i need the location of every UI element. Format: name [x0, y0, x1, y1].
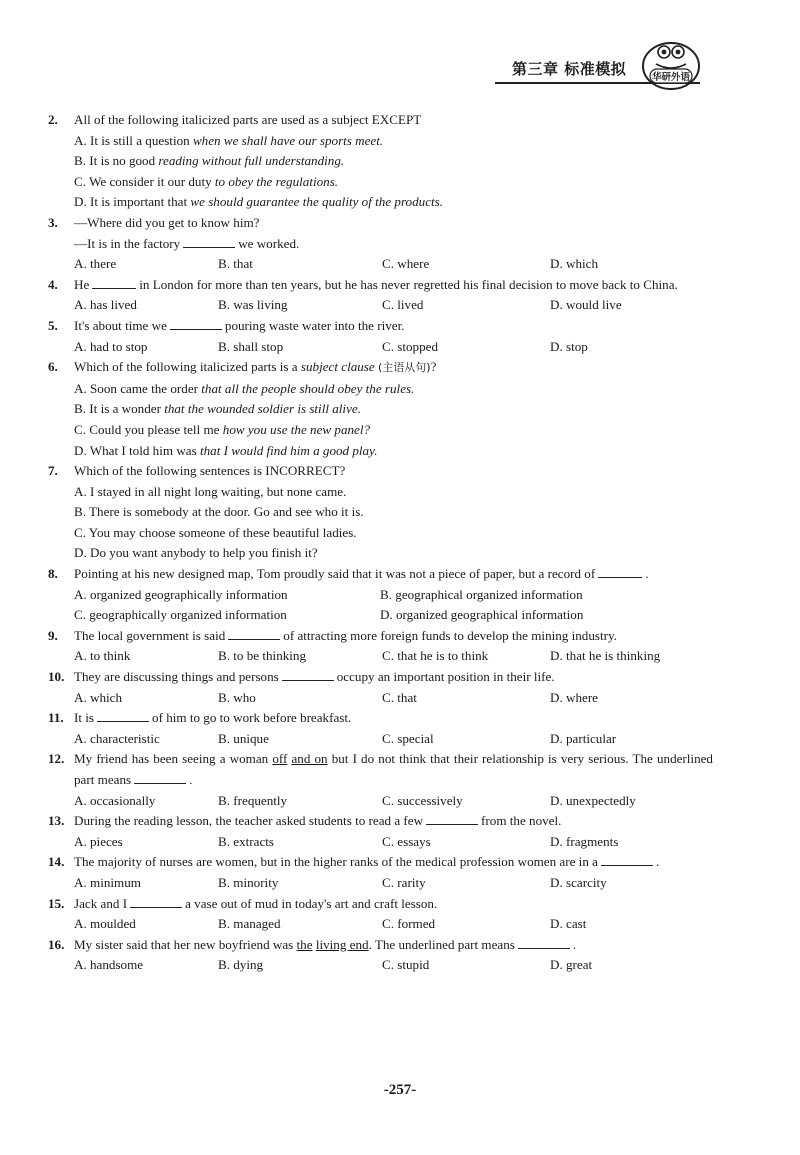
option-d: D. which [550, 256, 599, 272]
option-d: D. fragments [550, 833, 619, 849]
option-c: C. that [382, 689, 417, 705]
option-c: C. that he is to think [382, 648, 489, 664]
question-stem: —Where did you get to know him? [74, 214, 260, 230]
options-row [48, 688, 713, 709]
options-row [48, 337, 713, 358]
question-number: 10. [48, 669, 65, 685]
option-b: B. who [218, 689, 256, 705]
answer-blank [97, 709, 149, 722]
answer-blank [130, 895, 182, 908]
option-c: C. You may choose someone of these beautiful ladies. [74, 524, 357, 540]
question-stem: It's about time we pouring waste water into the river. [74, 317, 405, 333]
option-a: A. moulded [74, 916, 136, 932]
question-number: 11. [48, 710, 64, 726]
option-d: D. where [550, 689, 598, 705]
question-7 [48, 461, 713, 564]
options-row [48, 873, 713, 894]
option-b: B. managed [218, 916, 281, 932]
options-row [48, 585, 713, 606]
question-number: 13. [48, 813, 65, 829]
options-row [48, 605, 713, 626]
question-stem: All of the following italicized parts are used as a subject EXCEPT [74, 112, 422, 127]
question-number: 9. [48, 627, 58, 643]
option-c: C. stopped [382, 338, 439, 354]
question-number: 12. [48, 751, 65, 767]
page-header [0, 0, 800, 100]
option-b: B. unique [218, 730, 269, 746]
answer-blank [598, 565, 642, 578]
options-row [48, 791, 713, 812]
option-d: D. Do you want anybody to help you finish it? [74, 545, 318, 561]
question-11 [48, 708, 713, 749]
question-13 [48, 811, 713, 852]
option-b: B. was living [218, 297, 288, 313]
question-list [48, 110, 713, 976]
options-row [48, 955, 713, 976]
option-c: C. Could you please tell me how you use the new panel? [74, 421, 371, 437]
answer-blank [134, 771, 186, 784]
question-number: 4. [48, 276, 58, 292]
answer-blank [282, 668, 334, 681]
option-d: D. What I told him was that I would find him a good play. [74, 442, 378, 458]
publisher-logo-icon [640, 36, 702, 92]
option-c: C. successively [382, 792, 463, 808]
question-number: 7. [48, 463, 58, 479]
question-stem: It is of him to go to work before breakfast. [74, 710, 352, 726]
option-a: A. to think [74, 648, 131, 664]
option-b: B. minority [218, 874, 279, 890]
question-stem: My sister said that her new boyfriend was the living end. The underlined part means . [74, 936, 577, 952]
option-d: D. It is important that we should guarantee the quality of the products. [74, 194, 444, 210]
option-d: D. scarcity [550, 874, 607, 890]
answer-blank [426, 812, 478, 825]
option-b: B. shall stop [218, 338, 284, 354]
question-stem: Which of the following italicized parts is a subject clause (主语从句)? [74, 359, 437, 375]
option-b: B. extracts [218, 833, 274, 849]
option-c: C. essays [382, 833, 431, 849]
question-stem: They are discussing things and persons occupy an important position in their life. [74, 669, 555, 685]
question-stem: The majority of nurses are women, but in the higher ranks of the medical profession women are in a . [74, 854, 660, 870]
option-d: D. unexpectedly [550, 792, 636, 808]
option-d: D. organized geographical information [380, 607, 584, 623]
logo-text: 华研外语 [651, 72, 691, 83]
answer-blank [183, 235, 235, 248]
option-c: C. special [382, 730, 434, 746]
option-d: D. particular [550, 730, 617, 746]
option-a: A. which [74, 689, 123, 705]
option-a: A. Soon came the order that all the people should obey the rules. [74, 380, 415, 396]
option-b: B. dying [218, 957, 264, 973]
question-2 [48, 110, 713, 213]
question-14 [48, 852, 713, 893]
answer-blank [170, 317, 222, 330]
option-b: B. to be thinking [218, 648, 307, 664]
chapter-title: 第三章 标准模拟 [512, 60, 627, 78]
question-8 [48, 564, 713, 626]
question-number: 5. [48, 317, 58, 333]
question-12 [48, 749, 713, 811]
answer-blank [92, 276, 136, 289]
question-4 [48, 275, 713, 316]
option-b: B. There is somebody at the door. Go and see who it is. [74, 504, 364, 520]
option-a: A. minimum [74, 874, 141, 890]
option-a: A. It is still a question when we shall have our sports meet. [74, 132, 384, 148]
question-10 [48, 667, 713, 708]
option-b: B. It is a wonder that the wounded soldier is still alive. [74, 401, 361, 417]
option-a: A. handsome [74, 957, 144, 973]
question-number: 6. [48, 359, 58, 375]
question-9 [48, 626, 713, 667]
option-a: A. has lived [74, 297, 137, 313]
option-a: A. organized geographically information [74, 586, 288, 602]
question-number: 15. [48, 895, 65, 911]
question-stem: Jack and I a vase out of mud in today's art and craft lesson. [74, 895, 438, 911]
option-c: C. formed [382, 916, 436, 932]
option-b: B. It is no good reading without full understanding. [74, 153, 345, 169]
option-b: B. geographical organized information [380, 586, 583, 602]
question-number: 16. [48, 936, 65, 952]
answer-blank [228, 627, 280, 640]
question-number: 8. [48, 566, 58, 582]
question-stem: My friend has been seeing a woman off and on but I do not think that their relationship is very serious. The underlined part means . [74, 751, 713, 787]
question-stem-line-2: —It is in the factory we worked. [74, 235, 300, 251]
question-3 [48, 213, 713, 275]
question-stem: He in London for more than ten years, but he has never regretted his final decision to move back to China. [74, 276, 678, 292]
option-d: D. cast [550, 916, 587, 932]
option-d: D. great [550, 957, 593, 973]
option-d: D. would live [550, 297, 622, 313]
question-15 [48, 894, 713, 935]
question-stem: During the reading lesson, the teacher asked students to read a few from the novel. [74, 813, 562, 829]
question-number: 2. [48, 112, 58, 127]
option-a: A. I stayed in all night long waiting, but none came. [74, 483, 347, 499]
question-number: 3. [48, 214, 58, 230]
options-row [48, 295, 713, 316]
option-c: C. rarity [382, 874, 426, 890]
option-c: C. lived [382, 297, 424, 313]
options-row [48, 254, 713, 275]
options-row [48, 832, 713, 853]
options-row [48, 729, 713, 750]
question-stem: Which of the following sentences is INCORRECT? [74, 463, 346, 479]
option-a: A. there [74, 256, 117, 272]
option-c: C. geographically organized information [74, 607, 287, 623]
question-5 [48, 316, 713, 357]
option-a: A. occasionally [74, 792, 156, 808]
option-a: A. had to stop [74, 338, 148, 354]
options-row [48, 914, 713, 935]
option-a: A. characteristic [74, 730, 160, 746]
question-stem: Pointing at his new designed map, Tom proudly said that it was not a piece of paper, but a record of . [74, 566, 649, 582]
question-stem: The local government is said of attracting more foreign funds to develop the mining industry. [74, 627, 617, 643]
answer-blank [518, 936, 570, 949]
option-d: D. that he is thinking [550, 648, 661, 664]
question-number: 14. [48, 854, 65, 870]
option-c: C. We consider it our duty to obey the regulations. [74, 173, 339, 189]
option-a: A. pieces [74, 833, 123, 849]
option-d: D. stop [550, 338, 588, 354]
options-row [48, 646, 713, 667]
page-number: -257- [383, 1082, 417, 1098]
question-6 [48, 357, 713, 461]
option-b: B. that [218, 256, 253, 272]
option-c: C. stupid [382, 957, 430, 973]
option-b: B. frequently [218, 792, 288, 808]
option-c: C. where [382, 256, 430, 272]
answer-blank [601, 853, 653, 866]
question-16 [48, 935, 713, 976]
